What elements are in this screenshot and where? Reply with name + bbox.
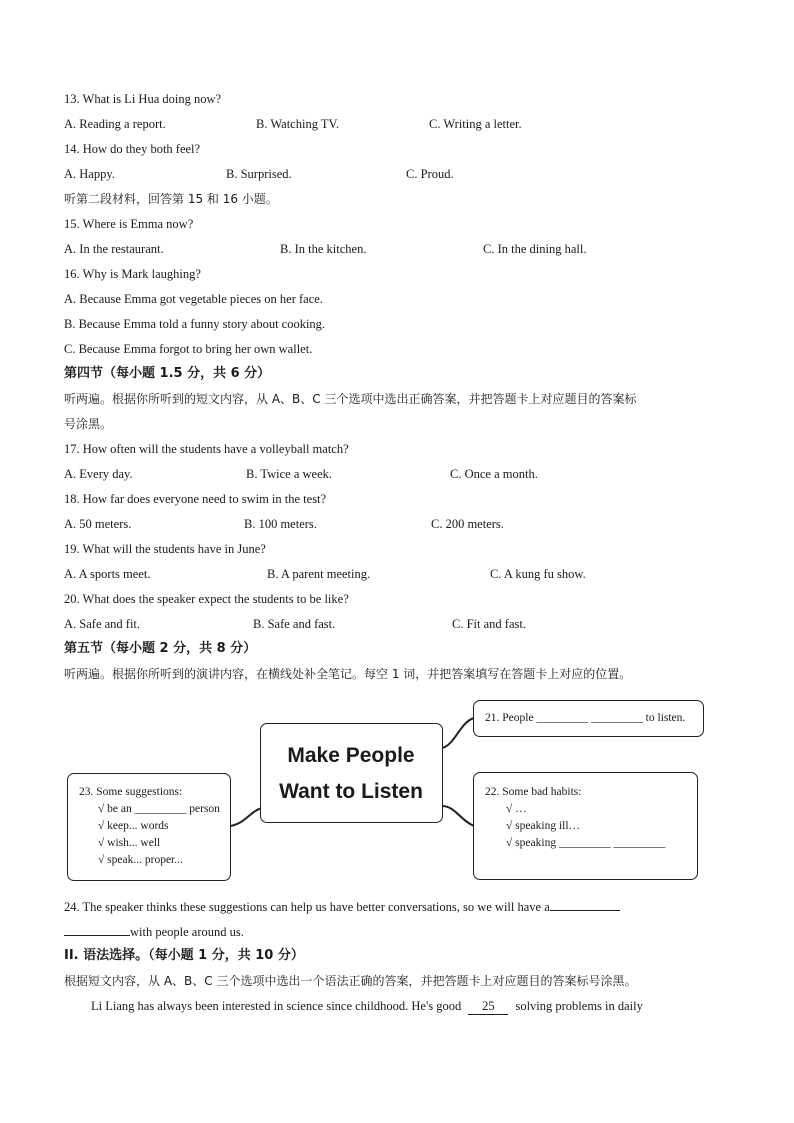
box22-item: √ … (506, 803, 527, 815)
q18-option-a: A. 50 meters. (64, 517, 132, 531)
q18-question: 18. How far does everyone need to swim in the test? (64, 492, 327, 506)
q20-option-a: A. Safe and fit. (64, 617, 141, 631)
box22-item: √ speaking ill… (506, 820, 581, 832)
q14-option-c: C. Proud. (406, 167, 454, 181)
q14-option-a: A. Happy. (64, 167, 115, 181)
box21-text: 21. People _________ _________ to listen. (485, 712, 686, 724)
q24-blank-1 (550, 898, 620, 911)
q16-question: 16. Why is Mark laughing? (64, 267, 201, 281)
q18-option-b: B. 100 meters. (244, 517, 317, 531)
q14-option-b: B. Surprised. (226, 167, 292, 181)
q15-option-a: A. In the restaurant. (64, 242, 164, 256)
q24-text-line1: 24. The speaker thinks these suggestions can help us have better conversations, so we will have a (64, 900, 550, 914)
box23-item: √ be an _________ person (98, 803, 220, 815)
mindmap-box-23 (67, 773, 231, 881)
mindmap-center-line2: Want to Listen (279, 780, 423, 803)
mindmap-box-22 (473, 772, 698, 880)
q15-option-b: B. In the kitchen. (280, 242, 367, 256)
q16-option-a: A. Because Emma got vegetable pieces on her face. (64, 292, 323, 306)
q16-option-c: C. Because Emma forgot to bring her own wallet. (64, 342, 313, 356)
q24-line2 (64, 923, 244, 940)
q13-option-b: B. Watching TV. (256, 117, 340, 131)
q14-question: 14. How do they both feel? (64, 142, 201, 156)
passage-text-before: Li Liang has always been interested in science since childhood. He's good (91, 999, 462, 1013)
box23-title: 23. Some suggestions: (79, 786, 183, 798)
q17-question: 17. How often will the students have a volleyball match? (64, 442, 349, 456)
q19-question: 19. What will the students have in June? (64, 542, 266, 556)
q17-option-c: C. Once a month. (450, 467, 538, 481)
q19-option-a: A. A sports meet. (64, 567, 151, 581)
q19-option-b: B. A parent meeting. (267, 567, 371, 581)
q20-option-b: B. Safe and fast. (253, 617, 336, 631)
passage-line (91, 998, 643, 1015)
q19-option-c: C. A kung fu show. (490, 567, 586, 581)
q13-option-a: A. Reading a report. (64, 117, 166, 131)
q15-question: 15. Where is Emma now? (64, 217, 194, 231)
mindmap-center-box (260, 723, 443, 823)
q24-text-line2: with people around us. (130, 925, 244, 939)
blank-25: 25 (468, 998, 508, 1015)
q13-option-c: C. Writing a letter. (429, 117, 522, 131)
q17-option-b: B. Twice a week. (246, 467, 333, 481)
box23-item: √ speak... proper... (98, 854, 183, 866)
q24-line1 (64, 898, 620, 915)
q17-option-a: A. Every day. (64, 467, 133, 481)
box23-item: √ keep... words (98, 820, 169, 832)
q20-option-c: C. Fit and fast. (452, 617, 526, 631)
q18-option-c: C. 200 meters. (431, 517, 504, 531)
box22-item: √ speaking _________ _________ (506, 837, 666, 849)
box23-item: √ wish... well (98, 837, 161, 849)
part2-instruction: 听第二段材料，回答第 15 和 16 小题。 (64, 192, 278, 206)
mindmap-center-line1: Make People (287, 744, 415, 767)
box22-title: 22. Some bad habits: (485, 786, 582, 798)
passage-text-after: solving problems in daily (515, 999, 643, 1013)
section5-title: 第五节（每小题 2 分，共 8 分） (64, 641, 257, 656)
q24-blank-2 (64, 923, 130, 936)
mindmap-box-21 (473, 700, 704, 737)
part2-title: II. 语法选择。（每小题 1 分，共 10 分） (64, 948, 304, 963)
section5-instruction: 听两遍。根据你所听到的演讲内容，在横线处补全笔记。每空 1 词，并把答案填写在答题卡上对应的位置。 (64, 667, 632, 681)
q16-option-b: B. Because Emma told a funny story about cooking. (64, 317, 326, 331)
section4-instruction-line2: 号涂黑。 (64, 417, 113, 431)
section4-title: 第四节（每小题 1.5 分，共 6 分） (64, 366, 271, 381)
part2-instruction-text: 根据短文内容，从 A、B、C 三个选项中选出一个语法正确的答案，并把答题卡上对应题目的答案标号涂黑。 (64, 974, 637, 988)
q20-question: 20. What does the speaker expect the students to be like? (64, 592, 349, 606)
q13-question: 13. What is Li Hua doing now? (64, 92, 222, 106)
section4-instruction-line1: 听两遍。根据你所听到的短文内容，从 A、B、C 三个选项中选出正确答案，并把答题卡上对应题目的答案标 (64, 392, 637, 406)
q15-option-c: C. In the dining hall. (483, 242, 587, 256)
